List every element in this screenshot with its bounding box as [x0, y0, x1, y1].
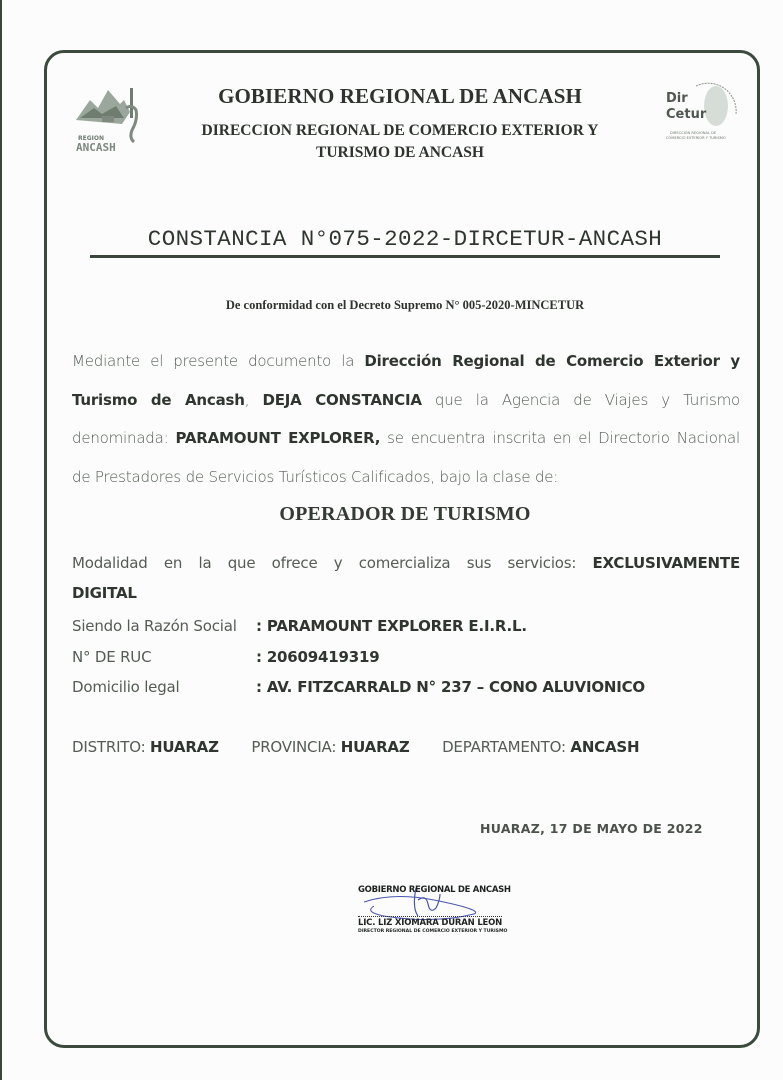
subtitle-line-2: TURISMO DE ANCASH — [316, 144, 484, 161]
title-underline — [90, 255, 720, 258]
modality-value: EXCLUSIVAMENTE DIGITAL — [72, 554, 740, 602]
department: DEPARTAMENTO: ANCASH — [442, 738, 640, 756]
detail-row-ruc: N° DE RUC : 20609419319 — [72, 648, 380, 666]
signer-name: LIC. LIZ XIOMARA DURAN LEON — [358, 918, 503, 928]
svg-text:Cetur: Cetur — [666, 107, 707, 122]
signature-stamp — [354, 880, 511, 940]
modality-statement: Modalidad en la que ofrece y comercializa sus servicios: EXCLUSIVAMENTE DIGITAL — [72, 554, 740, 602]
region-ancash-logo — [72, 78, 152, 154]
dircetur-logo — [660, 78, 744, 148]
signer-role: DIRECTOR REGIONAL DE COMERCIO EXTERIOR Y TURISMO — [358, 929, 508, 934]
location-line — [72, 738, 639, 756]
decree-reference: De conformidad con el Decreto Supremo N° 005-2020-MINCETUR — [225, 298, 585, 312]
detail-row-business-name: Siendo la Razón Social : PARAMOUNT EXPLORER E.I.R.L. — [72, 617, 527, 635]
directorate-name: Dirección Regional de Comercio Exterior y Turismo de Ancash — [72, 352, 740, 409]
subtitle-line-1: DIRECCION REGIONAL DE COMERCIO EXTERIOR Y — [201, 122, 599, 139]
province: PROVINCIA: HUARAZ — [251, 738, 410, 756]
signature-line — [358, 916, 502, 917]
detail-row-address: Domicilio legal : AV. FITZCARRALD N° 237 – CONO ALUVIONICO — [72, 678, 645, 696]
district: DISTRITO: HUARAZ — [72, 738, 219, 756]
scan-edge-line — [0, 0, 2, 1080]
stamp-organization: GOBIERNO REGIONAL DE ANCASH — [358, 885, 511, 895]
mountain-emblem-icon — [72, 78, 152, 154]
classification-title: OPERADOR DE TURISMO — [279, 503, 531, 525]
svg-text:REGION: REGION — [78, 135, 104, 142]
government-title: GOBIERNO REGIONAL DE ANCASH — [218, 84, 582, 108]
dircetur-emblem-icon — [660, 78, 744, 148]
deja-constancia: DEJA CONSTANCIA — [262, 390, 422, 409]
svg-text:DIRECCIÓN REGIONAL DE: DIRECCIÓN REGIONAL DE — [670, 131, 717, 135]
svg-text:COMERCIO EXTERIOR Y TURISMO: COMERCIO EXTERIOR Y TURISMO — [666, 136, 726, 140]
svg-text:ANCASH: ANCASH — [76, 141, 116, 154]
agency-name: PARAMOUNT EXPLORER, — [175, 429, 381, 447]
certificate-title: CONSTANCIA N°075-2022-DIRCETUR-ANCASH — [147, 226, 663, 252]
svg-text:Dir: Dir — [666, 91, 688, 106]
issue-date: HUARAZ, 17 DE MAYO DE 2022 — [480, 821, 703, 836]
directorate-subtitle — [150, 120, 650, 164]
certification-paragraph: Mediante el presente documento la Dirección Regional de Comercio Exterior y Turismo de Ancash, DEJA CONSTANCIA que la Agencia de Viajes y Turismo denominada: PARAMOUNT EXPLORER, se encuentra inscrita en el Directorio Nacional de Prestadores de Servicios Turísticos Calificados, bajo la clase de: — [72, 352, 741, 486]
